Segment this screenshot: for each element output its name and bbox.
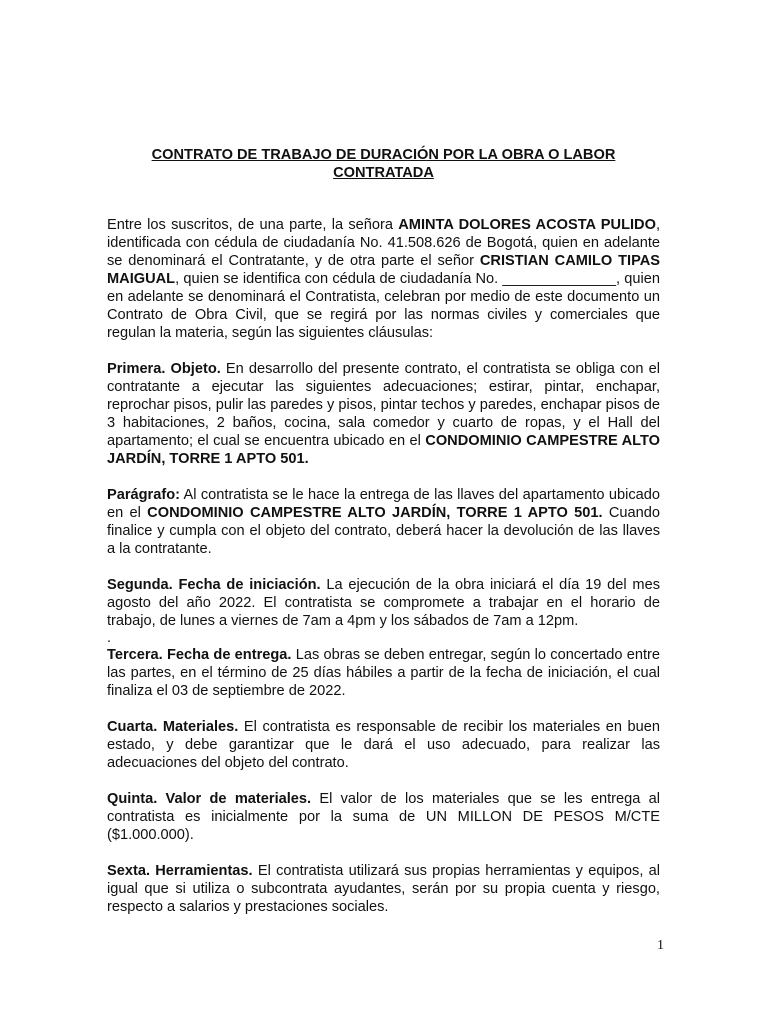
clause-primera-location: CONDOMINIO CAMPESTRE ALTO JARDÍN, TORRE 1 APTO 501. [107,433,660,467]
clause-paragrafo-text-2: Cuando finalice y cumpla con el objeto del contrato, deberá hacer la devolución de las llaves a la contratante. [107,505,660,557]
clause-primera-text: En desarrollo del presente contrato, el contratista se obliga con el contratante a ejecutar las siguientes adecuaciones; estirar, pintar, enchapar, reprochar pisos, pulir las paredes y pisos, pintar techos y paredes, enchapar pisos de 3 habitaciones, 2 baños, cocina, sala comedor y cuarto de ropas, y el Hall del apartamento; el cual se encuentra ubicado en el [107,361,660,449]
clause-cuarta-heading: Cuarta. Materiales. [107,719,239,735]
clause-sexta-text: El contratista utilizará sus propias herramientas y equipos, al igual que si utiliza o subcontrata ayudantes, serán por su propia cuenta y riesgo, respecto a salarios y prestaciones sociales. [107,863,660,915]
document-body [107,146,660,934]
clause-paragrafo-heading: Parágrafo: [107,487,180,503]
intro-paragraph [107,216,660,342]
separator-dot: . [107,630,112,646]
clause-primera [107,360,660,468]
clause-tercera-heading: Tercera. Fecha de entrega. [107,647,292,663]
clause-tercera-text: Las obras se deben entregar, según lo concertado entre las partes, en el término de 25 días hábiles a partir de la fecha de iniciación, el cual finaliza el 03 de septiembre de 2022. [107,647,661,699]
clause-tercera [107,646,660,700]
clause-cuarta-text: El contratista es responsable de recibir los materiales en buen estado, y debe garantizar que le dará el uso adecuado, para realizar las adecuaciones del objeto del contrato. [107,719,660,771]
document-title: CONTRATO DE TRABAJO DE DURACIÓN POR LA OBRA O LABOR CONTRATADA [151,147,616,181]
clause-segunda [107,576,660,630]
clause-segunda-heading: Segunda. Fecha de iniciación. [107,577,321,593]
clause-quinta-heading: Quinta. Valor de materiales. [107,791,312,807]
clause-primera-heading: Primera. Objeto. [107,361,221,377]
clause-paragrafo-text-1: Al contratista se le hace la entrega de las llaves del apartamento ubicado en el [107,487,660,521]
clause-paragrafo-location: CONDOMINIO CAMPESTRE ALTO JARDÍN, TORRE 1 APTO 501. [147,505,603,521]
clause-cuarta [107,718,660,772]
contratante-name: AMINTA DOLORES ACOSTA PULIDO [398,217,656,233]
intro-text-1: Entre los suscritos, de una parte, la señora [107,217,399,233]
clause-segunda-text: La ejecución de la obra iniciará el día 19 del mes agosto del año 2022. El contratista se compromete a trabajar en el horario de trabajo, de lunes a viernes de 7am a 4pm y los sábados de 7am a 12pm. [107,577,660,629]
clause-quinta [107,790,660,844]
clause-sexta [107,862,660,916]
clause-sexta-heading: Sexta. Herramientas. [107,863,253,879]
intro-text-3: , quien se identifica con cédula de ciudadanía No. ______________, quien en adelante se denominará el Contratista, celebran por medio de este documento un Contrato de Obra Civil, que se regirá por las normas civiles y comerciales que regulan la materia, según las siguientes cláusulas: [107,271,660,341]
intro-text-2: , identificada con cédula de ciudadanía No. 41.508.626 de Bogotá, quien en adelante se denominará el Contratante, y de otra parte el señor [107,217,660,269]
clause-quinta-text: El valor de los materiales que se les entrega al contratista es inicialmente por la suma de UN MILLON DE PESOS M/CTE ($1.000.000). [107,791,660,843]
contratista-name: CRISTIAN CAMILO TIPAS MAIGUAL [107,253,660,287]
page-number: 1 [657,938,664,953]
clause-paragrafo [107,486,660,558]
